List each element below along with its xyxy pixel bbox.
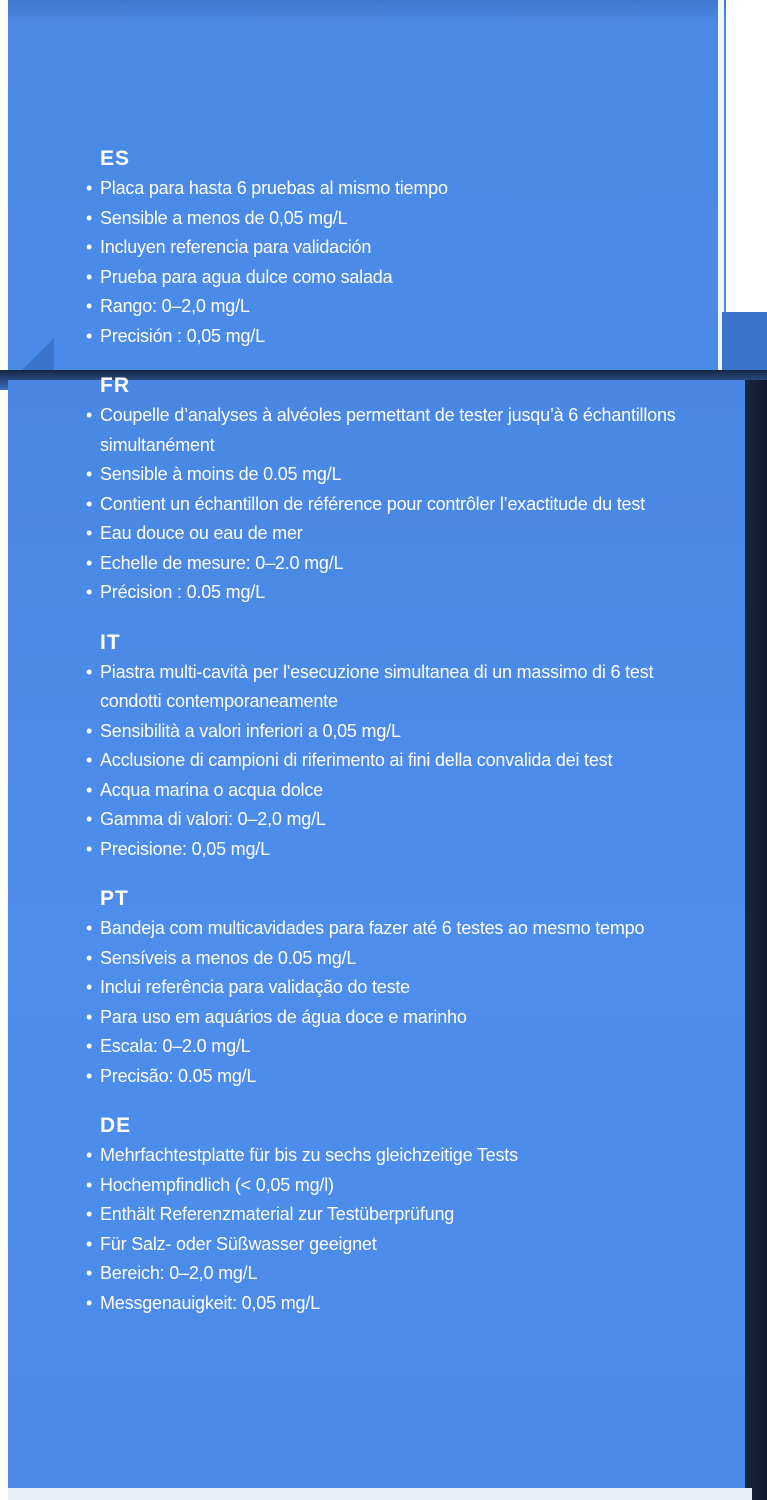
feature-item: • Incluyen referencia para validación xyxy=(86,233,706,263)
product-features-text xyxy=(86,144,706,1338)
feature-item: • Mehrfachtestplatte für bis zu sechs gleichzeitige Tests xyxy=(86,1141,706,1171)
feature-item: • Precisión : 0,05 mg/L xyxy=(86,322,706,352)
box-lid-edge xyxy=(718,0,724,312)
section-pt xyxy=(86,884,706,1091)
box-right-ear xyxy=(718,312,767,372)
section-it xyxy=(86,628,706,865)
feature-list xyxy=(86,174,706,351)
feature-item: • Enthält Referenzmaterial zur Testüberprüfung xyxy=(86,1200,706,1230)
feature-item: • Für Salz- oder Süßwasser geeignet xyxy=(86,1230,706,1260)
section-fr xyxy=(86,371,706,608)
section-es xyxy=(86,144,706,351)
language-code: PT xyxy=(100,887,129,910)
feature-item: • Placa para hasta 6 pruebas al mismo tiempo xyxy=(86,174,706,204)
feature-item: • Sensibilità a valori inferiori a 0,05 mg/L xyxy=(86,717,706,747)
feature-item: • Acqua marina o acqua dolce xyxy=(86,776,706,806)
feature-item: • Escala: 0–2.0 mg/L xyxy=(86,1032,706,1062)
feature-item: • Sensible à moins de 0.05 mg/L xyxy=(86,460,706,490)
language-code: ES xyxy=(100,147,131,170)
feature-item: • Hochempfindlich (< 0,05 mg/l) xyxy=(86,1171,706,1201)
feature-item: • Messgenauigkeit: 0,05 mg/L xyxy=(86,1289,706,1319)
box-side-edge xyxy=(745,380,767,1500)
feature-item: • Coupelle d’analyses à alvéoles permettant de tester jusqu’à 6 échantillons simultanément xyxy=(86,401,706,460)
feature-item: • Précision : 0.05 mg/L xyxy=(86,578,706,608)
language-code: DE xyxy=(100,1114,132,1137)
feature-item: • Prueba para agua dulce como salada xyxy=(86,263,706,293)
feature-item: • Bereich: 0–2,0 mg/L xyxy=(86,1259,706,1289)
feature-item: • Rango: 0–2,0 mg/L xyxy=(86,292,706,322)
feature-list xyxy=(86,658,706,865)
feature-item: • Echelle de mesure: 0–2.0 mg/L xyxy=(86,549,706,579)
feature-item: • Precisione: 0,05 mg/L xyxy=(86,835,706,865)
feature-item: • Inclui referência para validação do teste xyxy=(86,973,706,1003)
feature-list xyxy=(86,1141,706,1318)
feature-item: • Bandeja com multicavidades para fazer até 6 testes ao mesmo tempo xyxy=(86,914,706,944)
feature-item: • Acclusione di campioni di riferimento ai fini della convalida dei test xyxy=(86,746,706,776)
box-top-flap xyxy=(8,0,726,22)
language-code: FR xyxy=(100,374,130,397)
section-de xyxy=(86,1111,706,1318)
feature-item: • Piastra multi-cavità per l'esecuzione simultanea di un massimo di 6 test condotti contemporaneamente xyxy=(86,658,706,717)
feature-list xyxy=(86,401,706,608)
feature-item: • Sensíveis a menos de 0.05 mg/L xyxy=(86,944,706,974)
feature-item: • Precisão: 0.05 mg/L xyxy=(86,1062,706,1092)
box-bottom-edge xyxy=(8,1488,752,1500)
feature-item: • Sensible a menos de 0,05 mg/L xyxy=(86,204,706,234)
feature-item: • Contient un échantillon de référence pour contrôler l’exactitude du test xyxy=(86,490,706,520)
feature-item: • Gamma di valori: 0–2,0 mg/L xyxy=(86,805,706,835)
feature-item: • Eau douce ou eau de mer xyxy=(86,519,706,549)
feature-item: • Para uso em aquários de água doce e marinho xyxy=(86,1003,706,1033)
language-code: IT xyxy=(100,630,121,654)
feature-list xyxy=(86,914,706,1091)
